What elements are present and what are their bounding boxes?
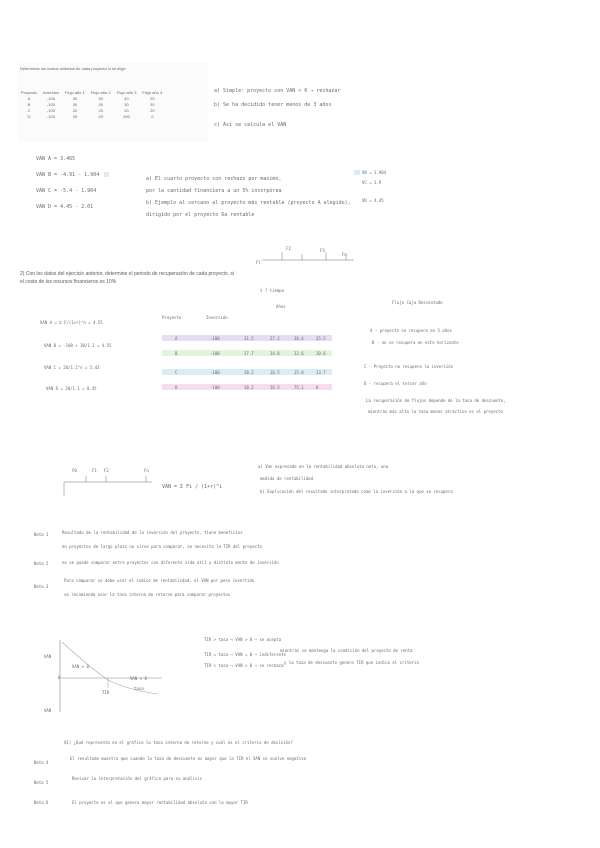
row-value: 18.2 xyxy=(244,370,254,375)
comment-line: a) El cuarto proyecto con rechazo por maximo, xyxy=(146,176,282,182)
graph-condition: TIR < tasa → VAN < 0 → se rechaza xyxy=(204,663,284,668)
table-cell: 40 xyxy=(124,95,129,101)
table-header: Flujo año 4 xyxy=(142,89,163,95)
row-value: 75.1 xyxy=(294,385,304,390)
row-label: A xyxy=(175,336,178,341)
comment-line: b) Ejemplo al cercano al proyecto más rentable (proyecto A elegido), xyxy=(146,200,351,206)
formula-line: VAN B = -100 + 30/1.1 = 4.55 xyxy=(44,343,112,348)
timeline-label: Fn xyxy=(144,468,149,473)
note-line: a) Simple: proyecto con VAN < 0 → rechazar xyxy=(214,88,341,94)
row-value: 16.5 xyxy=(270,385,280,390)
list-text: Para comparar se debe usar el índice de rentabilidad, el VAN por peso invertido xyxy=(64,578,255,583)
right-note: D - recupera el tercer año xyxy=(364,381,427,386)
row-label: D xyxy=(175,385,178,390)
right-value: VD = 4.45 xyxy=(362,198,384,203)
table-header: Flujo año 1 xyxy=(65,89,85,95)
graph-y-top: VAN xyxy=(44,654,52,659)
formula-line: VAN A = Σ F/(1+r)^n = 4.55 xyxy=(40,320,103,325)
table-cell: -100 xyxy=(46,107,55,113)
timeline-label: Fl xyxy=(256,260,261,265)
table-cell: 0 xyxy=(151,113,154,119)
row-value: 15.0 xyxy=(294,370,304,375)
col-header: Inversión xyxy=(206,315,228,320)
table-cell: -100 xyxy=(46,95,55,101)
list-tag: Nota 1 xyxy=(34,532,49,537)
table-header: Flujo año 3 xyxy=(116,89,137,95)
row-value: -100 xyxy=(210,351,220,356)
p4-line: Revisar la interpretación del gráfico para su análisis xyxy=(72,776,203,781)
graph-side: y la tasa de descuento genera TIR que indica el criterio xyxy=(284,660,419,665)
van-line: VAN B = -4.91 - 1.904 xyxy=(36,172,100,178)
table-cell: 30 xyxy=(72,101,78,107)
row-value: 27.7 xyxy=(244,351,254,356)
right-note: A - proyecto se recupera en 3 años xyxy=(370,328,452,333)
table-header: Proyecto xyxy=(21,89,37,95)
graph-condition: TIR > tasa → VAN > 0 → se acepta xyxy=(204,637,282,642)
table-cell: 50 xyxy=(98,95,103,101)
right-title: Flujo Caja Descontado xyxy=(392,300,443,305)
list-tag: Nota 4 xyxy=(34,760,49,765)
timeline-label: Fn xyxy=(342,252,347,257)
p3-note: medida de rentabilidad xyxy=(260,476,313,481)
row-value: 31.5 xyxy=(244,336,254,341)
problem1-table xyxy=(18,89,165,119)
table-cell: 100 xyxy=(123,113,130,119)
list-tag: Nota 6 xyxy=(34,800,49,805)
row-value: 27.2 xyxy=(270,336,280,341)
table-header: Flujo año 2 xyxy=(90,89,111,95)
list-text: se recomienda usar la tasa interna de retorno para comparar proyectos xyxy=(64,592,231,597)
row-label: C xyxy=(175,370,178,375)
table-cell: 20 xyxy=(98,107,103,113)
list-text: Resultado de la rentabilidad de la inversión del proyecto, tiene beneficios xyxy=(62,530,243,535)
van-line: VAN C = -5.4 - 1.904 xyxy=(36,188,97,194)
graph-y-bottom: VAN xyxy=(44,708,52,713)
table-row xyxy=(18,113,165,119)
p3-note: a) Van expresado en la rentabilidad absoluta neta, una xyxy=(258,464,389,469)
timeline-label: F2 xyxy=(286,246,291,251)
right-note: La recuperación de flujos depende de la tasa de descuento, xyxy=(366,398,506,403)
right-note: C - Proyecto no recupera la inversión xyxy=(364,364,454,369)
list-tag: Nota 3 xyxy=(34,584,49,589)
list-tag: Nota 2 xyxy=(34,561,49,566)
table-cell: B xyxy=(27,101,31,107)
timeline-note: t ? tiempo xyxy=(260,288,285,293)
table-cell: 20 xyxy=(150,107,155,113)
row-value: -100 xyxy=(210,336,220,341)
row-value: 18.2 xyxy=(244,385,254,390)
graph-region-neg: VAN < 0 xyxy=(130,676,147,681)
list-text: no se puede comparar entre proyectos con diferente vida útil y distinto monto de inversión xyxy=(62,560,279,565)
table-cell: 30 xyxy=(124,101,129,107)
table-cell: 30 xyxy=(72,95,78,101)
row-value: 16.5 xyxy=(270,370,280,375)
comment-line: dirigido por el proyecto 6a rentable xyxy=(146,212,255,218)
row-value: 0 xyxy=(316,385,319,390)
table-cell: 20 xyxy=(72,113,78,119)
p4-line: Q1) ¿Qué representa en el gráfico la tasa interna de retorno y cuál es el criterio de decisión? xyxy=(64,740,293,745)
note-line: b) Se ha decidido tener menos de 3 años xyxy=(214,102,332,108)
note-line: c) Así se calcula el VAN xyxy=(214,122,287,128)
van-formula: VAN = Σ Fi / (1+r)^i xyxy=(162,484,223,490)
problem1-heading: Determinar los costos unitarios de cada proyecto si se elige xyxy=(20,66,126,71)
table-cell: A xyxy=(27,95,31,101)
table-cell: C xyxy=(27,107,31,113)
right-note: B - no se recupera en este horizonte xyxy=(372,340,459,345)
problem2-heading: 2) Con los datos del ejercicio anterior, determine el periodo de recuperación de cada proyecto, si xyxy=(20,271,235,277)
row-value: 22.6 xyxy=(294,351,304,356)
table-cell: 30 xyxy=(150,101,155,107)
col-header: Proyecto xyxy=(162,315,182,320)
table-cell: D xyxy=(27,113,31,119)
table-cell: 20 xyxy=(124,107,129,113)
table-cell: 20 xyxy=(98,113,103,119)
table-header: Inversión xyxy=(42,89,60,95)
right-value: VC = 1.9 xyxy=(362,180,382,185)
comment-line: por la cantidad financiera a un 5% incorpórea xyxy=(146,188,282,194)
problem2-heading-2: el costo de los recursos financieros es 10% xyxy=(20,279,117,285)
table-cell: 30 xyxy=(98,101,103,107)
graph-tir-label: TIR xyxy=(102,690,110,695)
list-text: en proyectos de largo plazo no sirve para comparar, se necesita la TIR del proyecto xyxy=(62,544,262,549)
graph-side: mientras se mantenga la condición del proyecto de renta xyxy=(280,648,413,653)
right-note: mientras más alta la tasa menos atractivo es el proyecto xyxy=(368,409,503,414)
formula-line: VAN D = 20/1.1 = 0.45 xyxy=(46,386,97,391)
p3-note: b) Explicación del resultado interpretado como la inversión a la que se recupera xyxy=(260,489,453,494)
van-line: VAN A = 3.465 xyxy=(36,156,76,162)
timeline-label: F1 xyxy=(92,468,97,473)
graph-origin: 0 xyxy=(58,675,61,680)
van-line: VAN D = 4.45 - 2.01 xyxy=(36,204,94,210)
row-value: 35.5 xyxy=(316,336,326,341)
timeline-label: F0 xyxy=(72,468,77,473)
table-cell: 20 xyxy=(72,107,78,113)
row-value: 20.6 xyxy=(316,351,326,356)
formula-line: VAN C = 20/1.1^n = 5.43 xyxy=(44,365,100,370)
right-value: VB = 1.904 xyxy=(362,170,387,175)
row-value: 30.4 xyxy=(294,336,304,341)
highlight-mark xyxy=(104,172,109,177)
row-value: -100 xyxy=(210,385,220,390)
timeline-label: F3 xyxy=(320,248,325,253)
graph-condition: TIR = tasa → VAN = 0 → indiferente xyxy=(204,652,286,657)
highlight-mark xyxy=(354,170,360,175)
row-value: -100 xyxy=(210,370,220,375)
row-value: 24.8 xyxy=(270,351,280,356)
col-header: Años xyxy=(276,304,286,309)
table-cell: -100 xyxy=(46,101,55,107)
table-cell: -100 xyxy=(46,113,55,119)
graph-region-pos: VAN > 0 xyxy=(72,664,89,669)
row-label: B xyxy=(175,351,178,356)
p4-line: El proyecto es el que genera mayor rentabilidad absoluta con la mayor TIR xyxy=(72,800,248,805)
row-value: 13.7 xyxy=(316,370,326,375)
table-cell: 20 xyxy=(150,95,155,101)
p4-line: El resultado muestra que cuando la tasa de descuento es mayor que la TIR el VAN se vuelve negativo xyxy=(70,756,307,761)
graph-x-label: tasa xyxy=(134,686,144,691)
list-tag: Nota 5 xyxy=(34,780,49,785)
timeline-label: F2 xyxy=(104,468,109,473)
